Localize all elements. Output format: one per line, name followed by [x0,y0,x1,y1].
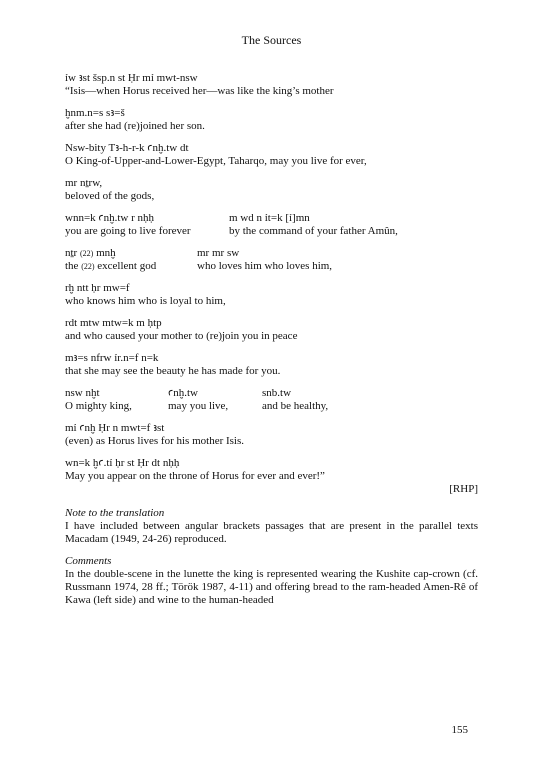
transliteration-col: m wd n ỉt=k [ỉ]mn [229,212,310,224]
translation-line: “Isis—when Horus received her—was like the king’s mother [65,85,334,97]
translation-line: (even) as Horus lives for his mother Isis. [65,435,245,447]
running-head: The Sources [241,33,302,47]
verse-8 [65,317,478,343]
line-marker: (22) [81,262,95,271]
translation-line: beloved of the gods, [65,190,155,202]
transliteration-col: wnn=k ꜥnḫ.tw r nḥḥ [65,212,154,224]
transliteration-col: mr mr sw [197,247,240,259]
translation-line: who knows him who is loyal to him, [65,295,226,307]
transliteration-col: ꜥnḫ.tw [168,387,198,399]
transliteration-line: rḫ ntt ḥr mw=f [65,282,130,294]
comments-section [65,555,478,607]
transliteration-col: nsw nḫt [65,387,100,399]
translation-col: O mighty king, [65,400,132,412]
transliteration-line: mỉ ꜥnḫ Ḥr n mwt=f ꜣst [65,422,165,434]
verse-10 [65,387,478,413]
text: nṯr [65,247,80,259]
transliteration-line: ỉw ꜣst šsp.n st Ḥr mỉ mwt-nsw [65,72,198,84]
comments-heading: Comments [65,555,112,567]
transliteration-line: Nsw-bity Tꜣ-h-r-k ꜥnḫ.tw dt [65,142,189,154]
line-marker: (22) [79,249,94,258]
translation-line [65,400,478,413]
transliteration-col: snb.tw [262,387,292,399]
transliteration-col [65,247,197,260]
transliteration-line: wn=k ḫꜥ.tỉ ḥr st Ḥr dt nḥḥ [65,457,180,469]
transliteration-line [65,247,478,260]
translation-line: that she may see the beauty he has made for you. [65,365,281,377]
translation-line [65,225,478,238]
translation-col [65,260,197,273]
verse-7 [65,282,478,308]
transliteration-line: mr nṯrw, [65,177,103,189]
verse-5 [65,212,478,238]
translation-body [65,72,478,616]
translation-note [65,507,478,546]
translation-line [65,260,478,273]
text: mnḫ [93,247,116,259]
transliteration-line [65,212,478,225]
verse-4 [65,177,478,203]
verse-12 [65,457,478,483]
translation-line: May you appear on the throne of Horus for ever and ever!” [65,470,325,482]
text: excellent god [94,260,157,272]
verse-3 [65,142,478,168]
transliteration-line: ḫnm.n=s sꜣ=š [65,107,125,119]
translator-credit: [RHP] [449,483,478,495]
page-number: 155 [451,724,468,736]
translation-line: after she had (re)joined her son. [65,120,205,132]
text: the [65,260,82,272]
transliteration-line: mꜣ=s nfrw ỉr.n=f n=k [65,352,159,364]
transliteration-line [65,387,478,400]
translation-line: O King-of-Upper-and-Lower-Egypt, Taharqo, may you live for ever, [65,155,367,167]
verse-9 [65,352,478,378]
translation-line: and who caused your mother to (re)join you in peace [65,330,298,342]
verse-2 [65,107,478,133]
translation-col: who loves him who loves him, [197,260,333,272]
comments-body: In the double-scene in the lunette the king is represented wearing the Kushite cap-crown (cf. Russmann 1974, 28 ff.; Török 1987, 4-11) and offering bread to the ram-headed Amen-Rê of Kawa (left side) and wine to the human-headed [65,568,478,606]
verse-11 [65,422,478,448]
translation-col: you are going to live forever [65,225,191,237]
translation-col: by the command of your father Amûn, [229,225,398,237]
transliteration-line: rdt mtw mtw=k m ḥtp [65,317,162,329]
verse-6 [65,247,478,273]
note-heading: Note to the translation [65,507,165,519]
translation-col: and be healthy, [262,400,329,412]
translation-col: may you live, [168,400,229,412]
verse-1 [65,72,478,98]
note-body: I have included between angular brackets passages that are present in the parallel texts Macadam (1949, 24-26) reproduced. [65,520,478,545]
